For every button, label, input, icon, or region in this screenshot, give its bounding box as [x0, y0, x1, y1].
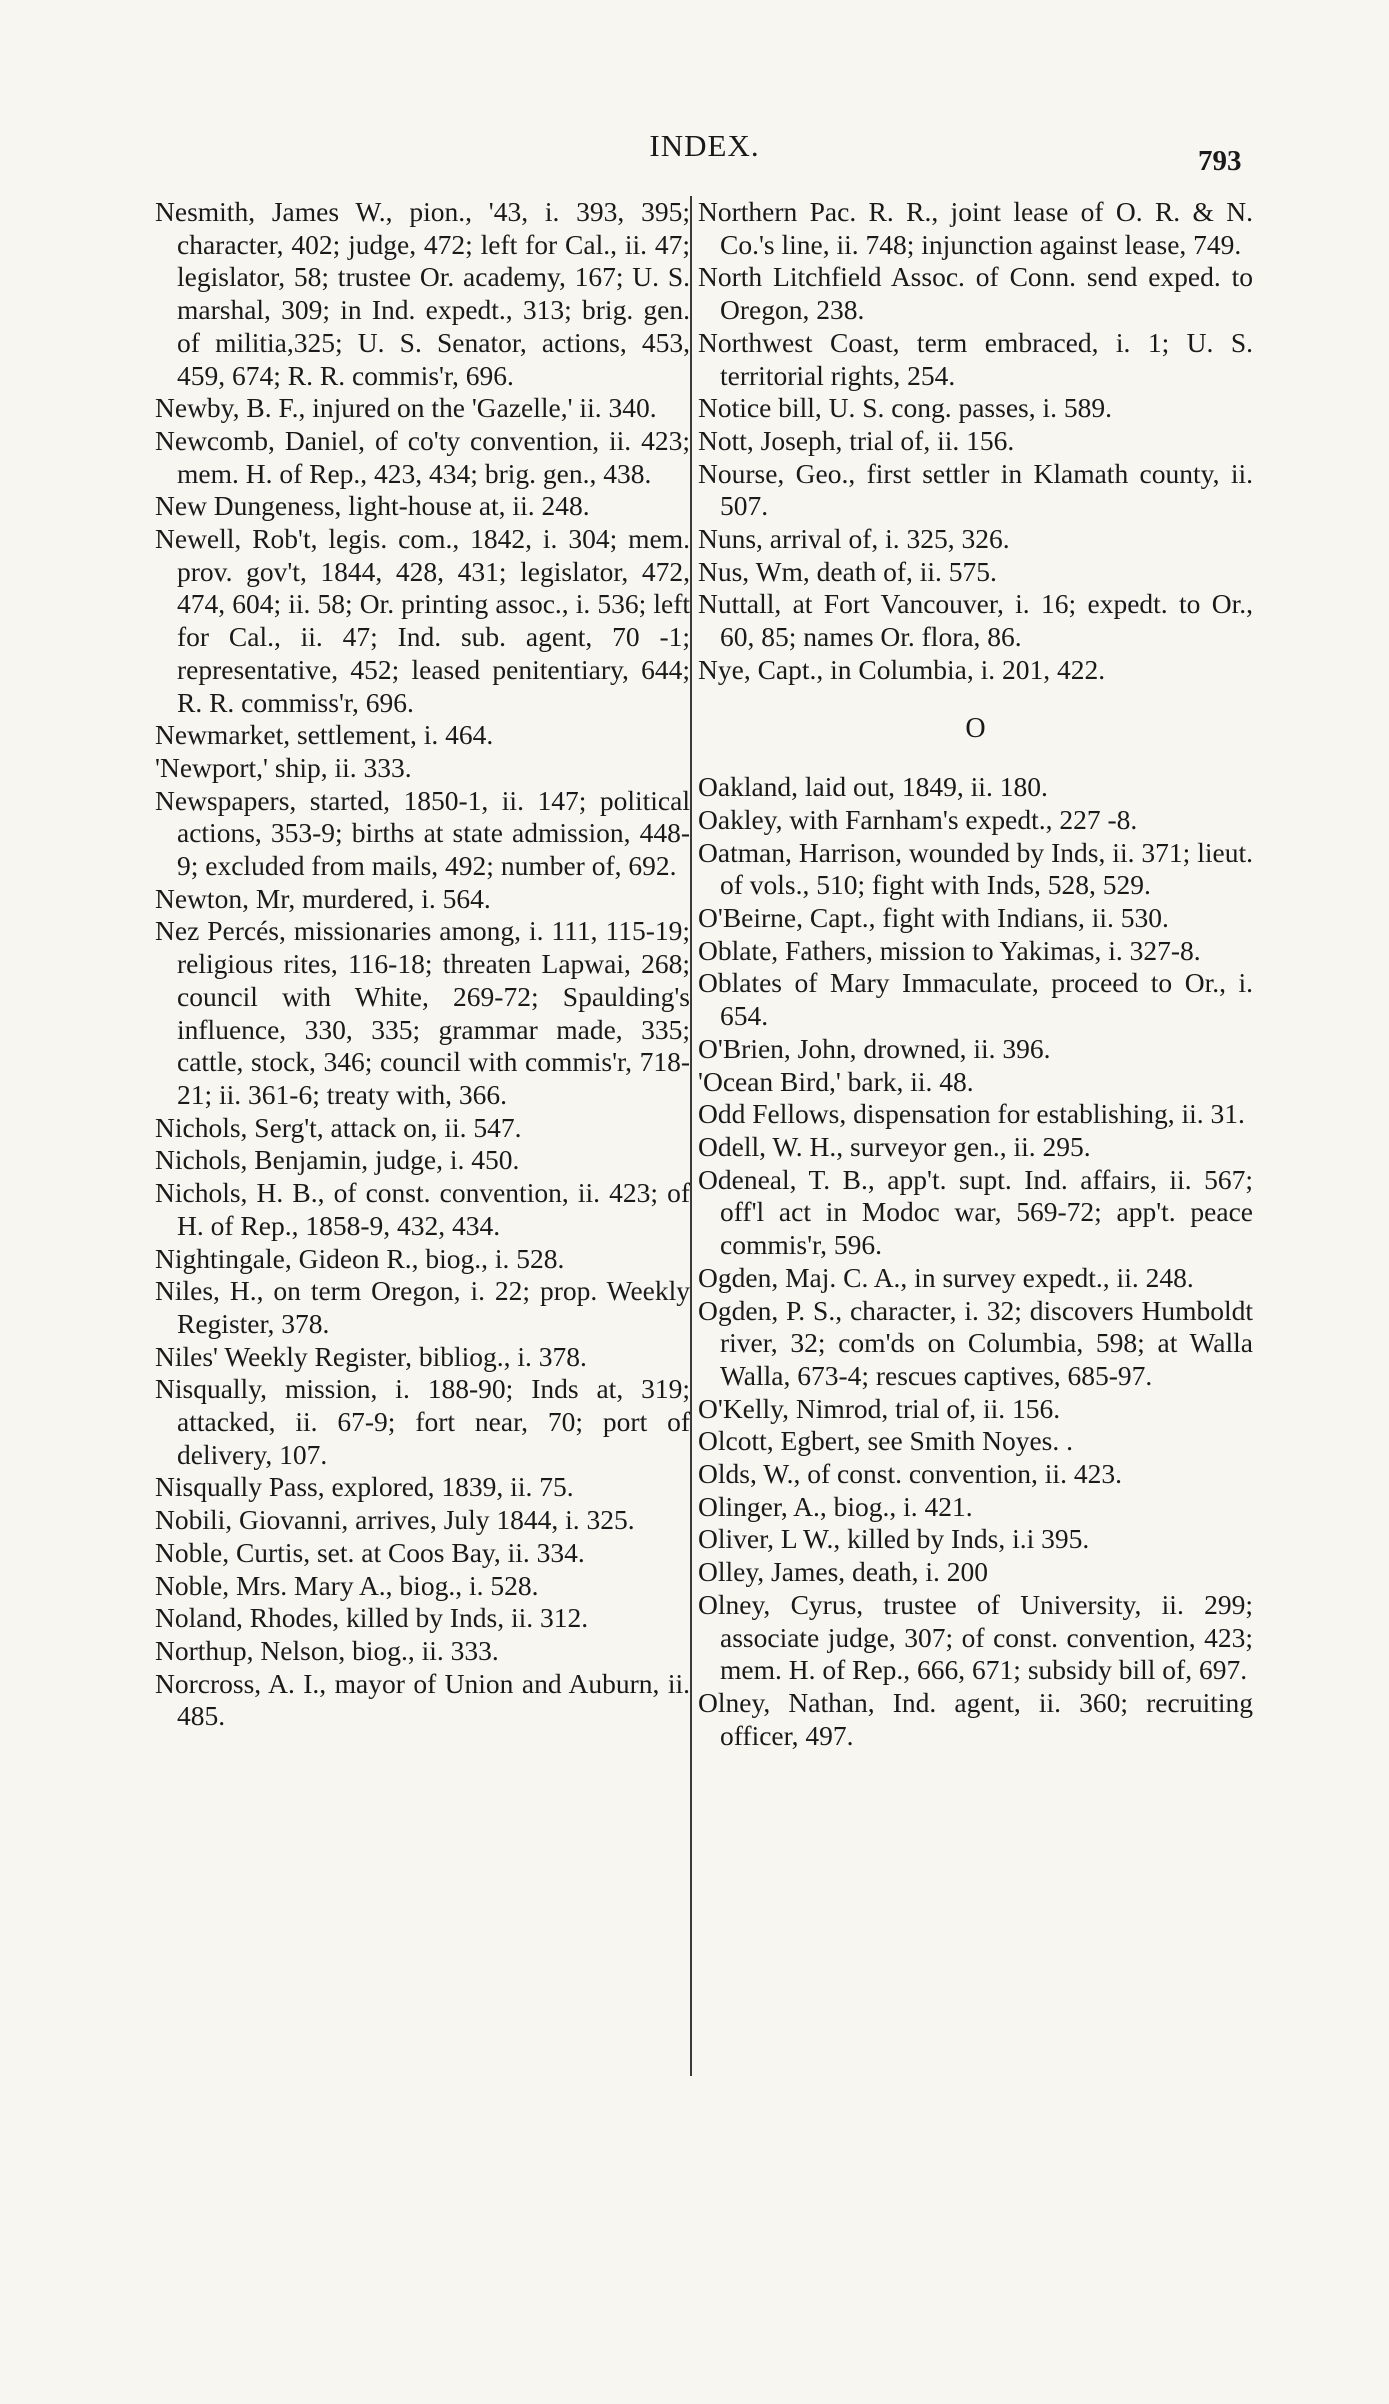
- index-entry: Niles, H., on term Oregon, i. 22; prop. Weekly Register, 378.: [155, 1275, 690, 1339]
- index-entry: Odeneal, T. B., app't. supt. Ind. affairs, ii. 567; off'l act in Modoc war, 569-72; app't. peace commis'r, 596.: [698, 1163, 1253, 1261]
- index-entry: 'Newport,' ship, ii. 333.: [155, 751, 412, 783]
- index-entry: O'Brien, John, drowned, ii. 396.: [698, 1032, 1051, 1064]
- index-entry: Olney, Cyrus, trustee of University, ii. 299; associate judge, 307; of const. convention, 423; mem. H. of Rep., 666, 671; subsidy bill of, 697.: [698, 1588, 1253, 1686]
- index-entry: Odd Fellows, dispensation for establishing, ii. 31.: [698, 1098, 1245, 1130]
- index-entry: Notice bill, U. S. cong. passes, i. 589.: [698, 392, 1112, 424]
- index-entry: 'Ocean Bird,' bark, ii. 48.: [698, 1065, 974, 1097]
- index-entry: Norcross, A. I., mayor of Union and Auburn, ii. 485.: [155, 1667, 690, 1732]
- index-entry: Newmarket, settlement, i. 464.: [155, 719, 494, 751]
- index-entry: New Dungeness, light-house at, ii. 248.: [155, 490, 590, 522]
- index-entry: Nuns, arrival of, i. 325, 326.: [698, 523, 1010, 555]
- index-entry: Newspapers, started, 1850-1, ii. 147; political actions, 353-9; births at state admission, 448-9; excluded from mails, 492; number of, 692.: [155, 784, 690, 882]
- index-entry: Olinger, A., biog., i. 421.: [698, 1490, 973, 1522]
- index-entry: Noble, Curtis, set. at Coos Bay, ii. 334.: [155, 1536, 585, 1568]
- right-index-column: [698, 196, 1253, 1752]
- index-entry: Newby, B. F., injured on the 'Gazelle,' ii. 340.: [155, 392, 657, 424]
- index-entry: Nichols, Serg't, attack on, ii. 547.: [155, 1111, 522, 1143]
- index-entry: Olley, James, death, i. 200: [698, 1556, 988, 1588]
- index-entry: Olney, Nathan, Ind. agent, ii. 360; recruiting officer, 497.: [698, 1686, 1253, 1751]
- index-entry: Ogden, Maj. C. A., in survey expedt., ii. 248.: [698, 1261, 1194, 1293]
- index-entry: Nesmith, James W., pion., '43, i. 393, 395; character, 402; judge, 472; left for Cal., ii. 47; legislator, 58; trustee Or. academy, 167; U. S. marshal, 309; in Ind. expedt., 313; brig. gen. of militia,325; U. S. Senator, actions, 453, 459, 674; R. R. commis'r, 696.: [155, 196, 690, 391]
- index-entry: Nourse, Geo., first settler in Klamath county, ii. 507.: [698, 457, 1253, 522]
- index-entry: Nisqually Pass, explored, 1839, ii. 75.: [155, 1471, 574, 1503]
- page-number: 793: [1198, 145, 1242, 177]
- index-entry: O'Beirne, Capt., fight with Indians, ii. 530.: [698, 902, 1169, 934]
- index-entry: Nichols, Benjamin, judge, i. 450.: [155, 1144, 520, 1176]
- left-index-column: [155, 196, 690, 1733]
- index-entry: Nuttall, at Fort Vancouver, i. 16; expedt. to Or., 60, 85; names Or. flora, 86.: [698, 588, 1253, 653]
- index-entry: Olcott, Egbert, see Smith Noyes. .: [698, 1425, 1074, 1457]
- index-entry: Nisqually, mission, i. 188-90; Inds at, 319; attacked, ii. 67-9; fort near, 70; port of delivery, 107.: [155, 1373, 690, 1470]
- index-entry: Northup, Nelson, biog., ii. 333.: [155, 1634, 499, 1666]
- index-entry: O'Kelly, Nimrod, trial of, ii. 156.: [698, 1392, 1061, 1424]
- index-entry: Northern Pac. R. R., joint lease of O. R. & N. Co.'s line, ii. 748; injunction against lease, 749.: [698, 196, 1253, 260]
- index-entry: Nott, Joseph, trial of, ii. 156.: [698, 424, 1015, 456]
- index-entry: Oblates of Mary Immaculate, proceed to Or., i. 654.: [698, 967, 1253, 1032]
- index-entry: Nightingale, Gideon R., biog., i. 528.: [155, 1242, 565, 1274]
- column-divider: [690, 196, 692, 2076]
- index-entry: Oakland, laid out, 1849, ii. 180.: [698, 771, 1048, 803]
- index-entry: Odell, W. H., surveyor gen., ii. 295.: [698, 1130, 1091, 1162]
- index-entry: Noland, Rhodes, killed by Inds, ii. 312.: [155, 1602, 589, 1634]
- right-entries-n: [698, 196, 1253, 687]
- index-entry: Nez Percés, missionaries among, i. 111, 115-19; religious rites, 116-18; threaten Lapwai, 268; council with White, 269-72; Spaulding's influence, 330, 335; grammar made, 335; cattle, stock, 346; council with commis'r, 718-21; ii. 361-6; treaty with, 366.: [155, 915, 690, 1110]
- right-entries-o: [698, 771, 1253, 1752]
- index-entry: Oliver, L W., killed by Inds, i.i 395.: [698, 1523, 1090, 1555]
- index-entry: Olds, W., of const. convention, ii. 423.: [698, 1458, 1122, 1490]
- index-entry: North Litchfield Assoc. of Conn. send exped. to Oregon, 238.: [698, 261, 1253, 326]
- index-entry: Nye, Capt., in Columbia, i. 201, 422.: [698, 653, 1106, 685]
- index-entry: Nichols, H. B., of const. convention, ii. 423; of H. of Rep., 1858-9, 432, 434.: [155, 1177, 690, 1241]
- index-entry: Nus, Wm, death of, ii. 575.: [698, 555, 997, 587]
- index-entry: Nobili, Giovanni, arrives, July 1844, i. 325.: [155, 1504, 635, 1536]
- index-entry: Noble, Mrs. Mary A., biog., i. 528.: [155, 1569, 539, 1601]
- index-entry: Oatman, Harrison, wounded by Inds, ii. 371; lieut. of vols., 510; fight with Inds, 528, 529.: [698, 836, 1253, 901]
- section-letter-heading: O: [965, 712, 986, 744]
- index-entry: Oakley, with Farnham's expedt., 227 -8.: [698, 803, 1138, 835]
- index-entry: Northwest Coast, term embraced, i. 1; U. S. territorial rights, 254.: [698, 326, 1253, 391]
- index-entry: Newton, Mr, murdered, i. 564.: [155, 882, 491, 914]
- index-entry: Oblate, Fathers, mission to Yakimas, i. 327-8.: [698, 934, 1201, 966]
- index-entry: Newcomb, Daniel, of co'ty convention, ii. 423; mem. H. of Rep., 423, 434; brig. gen., 438.: [155, 424, 690, 489]
- index-entry: Newell, Rob't, legis. com., 1842, i. 304; mem. prov. gov't, 1844, 428, 431; legislator, 472, 474, 604; ii. 58; Or. printing assoc., i. 536; left for Cal., ii. 47; Ind. sub. agent, 70 -1; representative, 452; leased penitentiary, 644; R. R. commiss'r, 696.: [155, 523, 690, 718]
- index-entry: Niles' Weekly Register, bibliog., i. 378.: [155, 1340, 587, 1372]
- index-entry: Ogden, P. S., character, i. 32; discovers Humboldt river, 32; com'ds on Columbia, 598; at Walla Walla, 673-4; rescues captives, 685-97.: [698, 1294, 1253, 1391]
- running-head: INDEX.: [649, 128, 760, 163]
